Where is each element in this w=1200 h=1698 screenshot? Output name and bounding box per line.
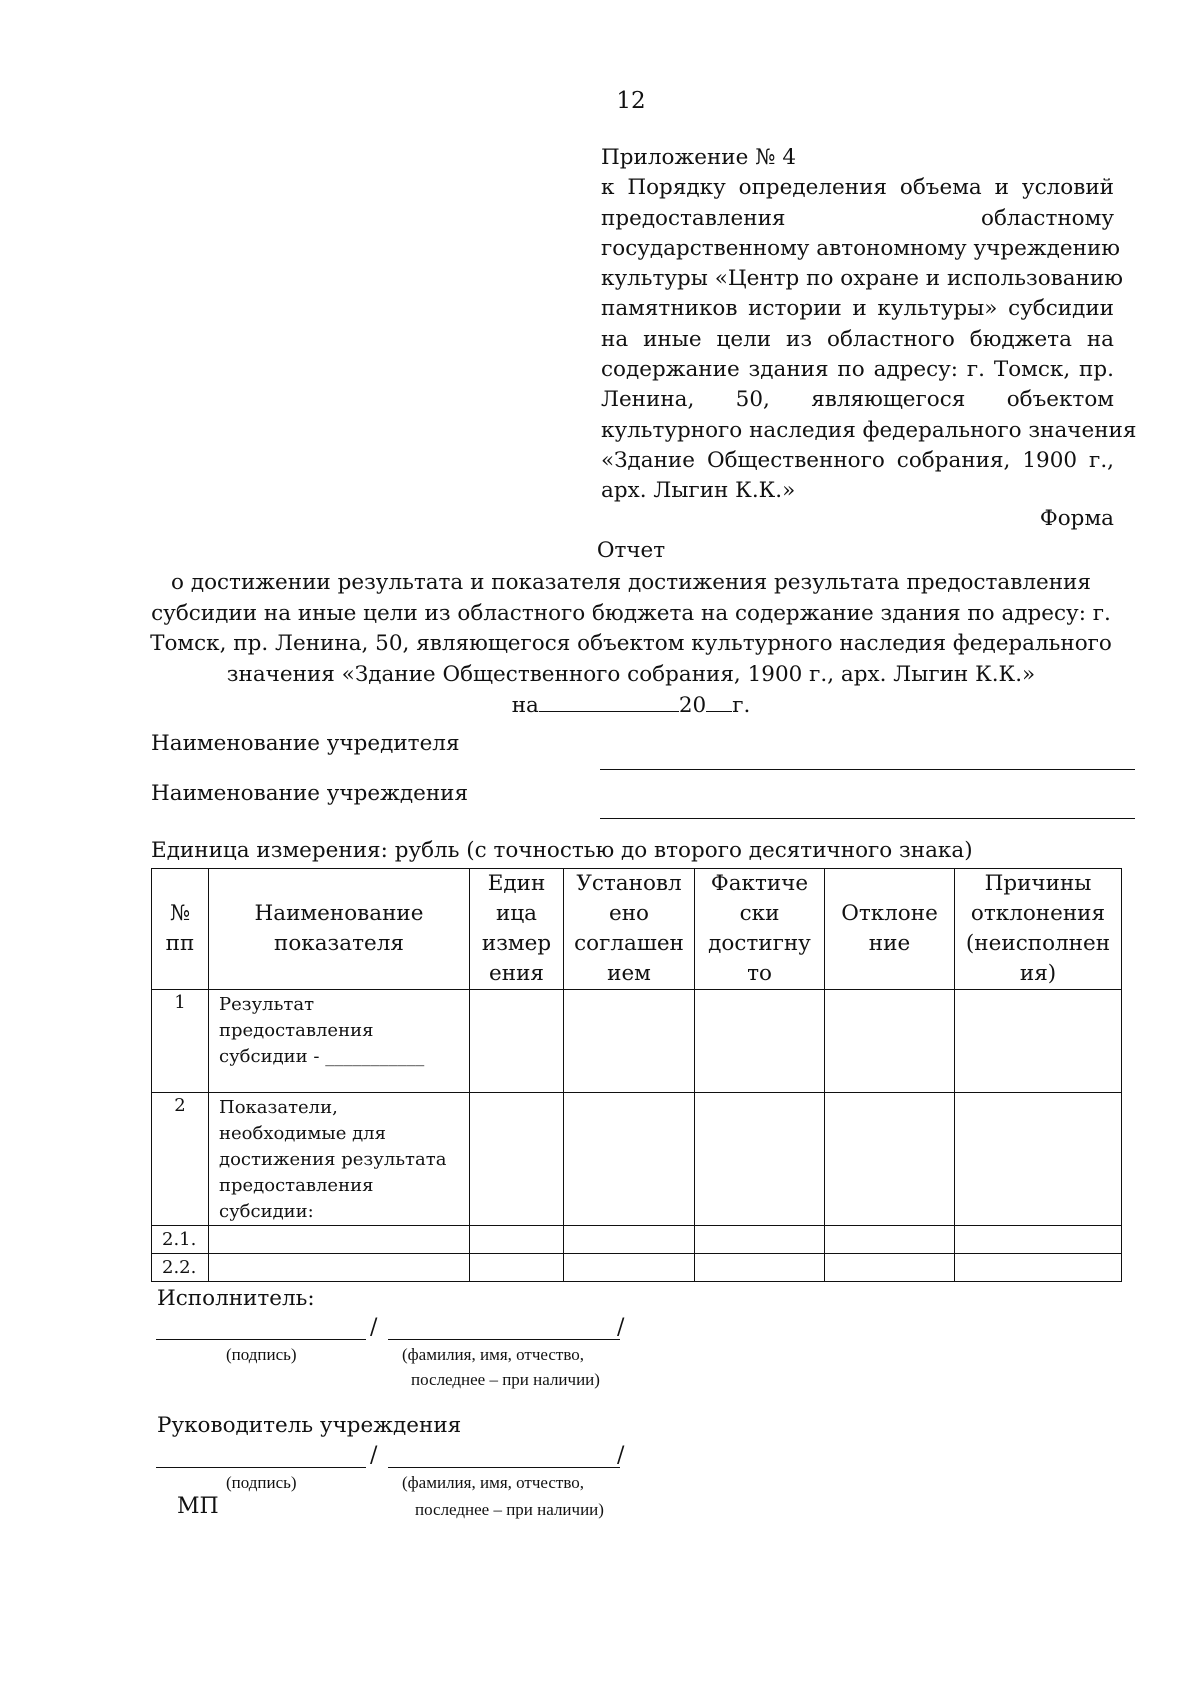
executor-label: Исполнитель:	[157, 1286, 315, 1311]
cell-deviation[interactable]	[825, 990, 955, 1093]
cell-reasons[interactable]	[955, 990, 1122, 1093]
cell-agreed[interactable]	[564, 1093, 695, 1226]
head-slash-end: /	[617, 1443, 625, 1468]
appendix-line: культуры «Центр по охране и использованию	[601, 266, 1123, 292]
cell-unit[interactable]	[470, 1226, 564, 1254]
table-row	[152, 990, 1122, 1093]
table-row	[152, 1093, 1122, 1226]
desc-line: Показатели,	[219, 1097, 338, 1118]
executor-name-line[interactable]	[388, 1339, 620, 1340]
header-text: соглашен	[574, 931, 684, 956]
report-line: Томск, пр. Ленина, 50, являющегося объектом культурного наследия федерального	[150, 631, 1112, 656]
cell-reasons[interactable]	[955, 1226, 1122, 1254]
appendix-line: государственному автономному учреждению	[601, 235, 1121, 261]
header-text: ием	[607, 961, 651, 986]
appendix-line: Ленина, 50, являющегося объектом	[601, 387, 1114, 413]
appendix-line: предоставления областному	[601, 205, 1114, 231]
report-table	[151, 868, 1122, 1282]
header-number	[152, 869, 209, 990]
head-signature-line[interactable]	[156, 1467, 366, 1468]
header-text: (неисполнен	[965, 931, 1111, 956]
head-caption-name-2: последнее – при наличии)	[415, 1500, 604, 1519]
report-line: субсидии на иные цели из областного бюджета на содержание здания по адресу: г.	[151, 600, 1111, 626]
header-text: то	[747, 961, 772, 986]
table-header-row	[152, 869, 1122, 990]
executor-slash: /	[370, 1315, 378, 1340]
unit-of-measure: Единица измерения: рубль (с точностью до второго десятичного знака)	[151, 838, 973, 863]
executor-slash-end: /	[617, 1315, 625, 1340]
cell-agreed[interactable]	[564, 1254, 695, 1282]
table-row	[152, 1254, 1122, 1282]
appendix-line: на иные цели из областного бюджета на	[601, 326, 1114, 352]
desc-line: субсидии:	[219, 1201, 314, 1222]
appendix-line: к Порядку определения объема и условий	[601, 175, 1114, 201]
founder-input-line[interactable]	[600, 769, 1135, 770]
cell-unit[interactable]	[470, 990, 564, 1093]
executor-caption-sign: (подпись)	[226, 1345, 297, 1364]
appendix-line: культурного наследия федерального значения	[601, 417, 1137, 443]
executor-caption-name-2: последнее – при наличии)	[411, 1370, 600, 1389]
head-name-line[interactable]	[388, 1467, 620, 1468]
desc-line: предоставления	[219, 1020, 374, 1041]
report-title: Отчет	[596, 538, 666, 563]
header-text: отклонения	[970, 901, 1106, 926]
cell-actual[interactable]	[695, 990, 825, 1093]
stamp-mp: МП	[177, 1494, 219, 1519]
report-date	[0, 693, 1200, 718]
head-caption-sign: (подпись)	[226, 1473, 297, 1492]
appendix-line: памятников истории и культуры» субсидии	[601, 296, 1114, 322]
cell-agreed[interactable]	[564, 990, 695, 1093]
appendix-title: Приложение № 4	[601, 145, 797, 170]
form-label: Форма	[1039, 506, 1114, 531]
header-text: ние	[868, 931, 911, 956]
cell-reasons[interactable]	[955, 1254, 1122, 1282]
header-text: Установл	[576, 871, 682, 896]
executor-signature-line[interactable]	[156, 1339, 366, 1340]
row-number: 2	[152, 1093, 209, 1226]
founder-label: Наименование учредителя	[151, 731, 460, 756]
row-description[interactable]	[209, 1254, 470, 1282]
cell-deviation[interactable]	[825, 1254, 955, 1282]
row-description	[209, 1093, 470, 1226]
header-text: достигну	[708, 931, 811, 956]
header-text: Един	[487, 871, 546, 896]
header-text: ения	[489, 961, 544, 986]
cell-actual[interactable]	[695, 1093, 825, 1226]
row-description	[209, 990, 470, 1093]
executor-caption-name: (фамилия, имя, отчество,	[402, 1345, 585, 1364]
date-blank[interactable]	[539, 693, 679, 712]
header-text: Наименование	[254, 901, 424, 926]
report-line: значения «Здание Общественного собрания, 1900 г., арх. Лыгин К.К.»	[226, 661, 1036, 687]
cell-unit[interactable]	[470, 1093, 564, 1226]
header-deviation	[825, 869, 955, 990]
desc-line: предоставления	[219, 1175, 374, 1196]
cell-unit[interactable]	[470, 1254, 564, 1282]
row-number: 1	[152, 990, 209, 1093]
desc-line: Результат	[219, 994, 315, 1015]
header-text: ица	[496, 901, 537, 926]
cell-agreed[interactable]	[564, 1226, 695, 1254]
header-reasons	[955, 869, 1122, 990]
header-text: ия)	[1019, 961, 1057, 986]
year-blank[interactable]	[706, 693, 732, 712]
desc-line: субсидии - ___________	[219, 1046, 425, 1067]
appendix-line: арх. Лыгин К.К.»	[601, 478, 796, 504]
header-text: №	[169, 901, 191, 926]
header-text: Причины	[984, 871, 1092, 896]
date-suffix: г.	[732, 693, 751, 718]
appendix-block	[601, 143, 1137, 507]
row-number: 2.2.	[152, 1254, 209, 1282]
cell-deviation[interactable]	[825, 1093, 955, 1226]
date-prefix: на	[511, 693, 539, 718]
row-number: 2.1.	[152, 1226, 209, 1254]
header-text: Фактиче	[710, 871, 809, 896]
header-text: показателя	[274, 931, 404, 956]
report-subtitle	[140, 568, 1122, 690]
head-caption-name: (фамилия, имя, отчество,	[402, 1473, 585, 1492]
institution-label: Наименование учреждения	[151, 781, 469, 806]
header-unit	[470, 869, 564, 990]
cell-actual[interactable]	[695, 1226, 825, 1254]
header-text: измер	[481, 931, 552, 956]
appendix-line: «Здание Общественного собрания, 1900 г.,	[601, 447, 1114, 473]
header-text: ски	[739, 901, 780, 926]
cell-reasons[interactable]	[955, 1093, 1122, 1226]
cell-actual[interactable]	[695, 1254, 825, 1282]
header-text: Отклоне	[841, 901, 938, 926]
row-description[interactable]	[209, 1226, 470, 1254]
appendix-line: содержание здания по адресу: г. Томск, пр.	[601, 357, 1114, 383]
cell-deviation[interactable]	[825, 1226, 955, 1254]
header-text: пп	[165, 931, 195, 956]
date-year: 20	[678, 693, 707, 718]
header-indicator-name	[209, 869, 470, 990]
report-line: о достижении результата и показателя достижения результата предоставления	[171, 570, 1091, 595]
header-actual	[695, 869, 825, 990]
institution-input-line[interactable]	[600, 818, 1135, 819]
head-label: Руководитель учреждения	[157, 1413, 462, 1438]
header-text: ено	[609, 901, 649, 926]
desc-line: достижения результата	[219, 1149, 447, 1170]
desc-line: необходимые для	[219, 1123, 386, 1144]
page-number: 12	[616, 88, 646, 114]
head-slash: /	[370, 1443, 378, 1468]
table-row	[152, 1226, 1122, 1254]
header-agreed	[564, 869, 695, 990]
